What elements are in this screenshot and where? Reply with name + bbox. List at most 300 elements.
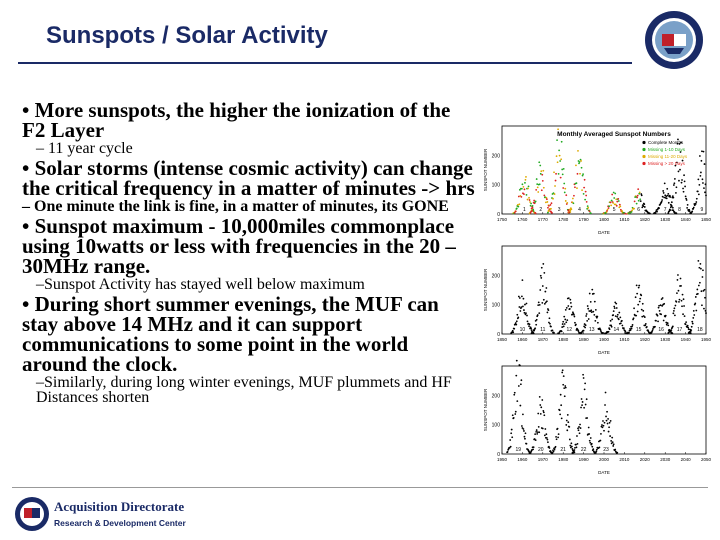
data-point [667, 322, 669, 324]
legend-entry: Missing 11-20 Days [648, 154, 688, 159]
cycle-number-label: 8 [678, 207, 681, 213]
data-point [586, 320, 588, 322]
bullet-item: • Sunspot maximum - 10,000miles commonplace using 10watts or less with frequencies in the 20 – 30MHz range. [22, 214, 456, 278]
acquisition-directorate-logo [14, 494, 194, 534]
data-point [676, 301, 678, 303]
data-point [564, 319, 566, 321]
data-point [523, 298, 525, 300]
data-point [699, 175, 701, 177]
title-divider [18, 62, 632, 64]
data-point [638, 287, 640, 289]
data-point [526, 303, 528, 305]
data-point [673, 310, 675, 312]
data-point [684, 186, 686, 188]
data-point [698, 184, 700, 186]
data-point [583, 407, 585, 409]
data-point [610, 205, 612, 207]
data-point [554, 185, 556, 187]
data-point [520, 383, 522, 385]
data-point [559, 409, 561, 411]
data-point [705, 312, 707, 314]
data-point [521, 425, 523, 427]
data-point [539, 183, 541, 185]
data-point [636, 285, 638, 287]
cycle-number-label: 21 [560, 447, 566, 453]
x-tick-label: 2020 [639, 457, 650, 462]
data-point [703, 308, 705, 310]
data-point [573, 195, 575, 197]
sub-bullet-item: –Similarly, during long winter evenings, MUF plummets and HF Distances shorten [36, 374, 452, 406]
data-point [693, 310, 695, 312]
data-point [517, 204, 519, 206]
data-point [569, 439, 571, 441]
data-point [704, 191, 706, 193]
logo-title: Acquisition Directorate [54, 499, 185, 514]
data-point [608, 331, 610, 333]
data-point [692, 323, 694, 325]
data-point [661, 199, 663, 201]
data-point [678, 290, 680, 292]
x-tick-label: 1780 [558, 217, 569, 222]
y-tick-label: 0 [497, 332, 500, 338]
x-tick-label: 2000 [598, 457, 610, 462]
data-point [540, 275, 542, 277]
data-point [673, 184, 675, 186]
seal-logo-icon [644, 10, 704, 70]
data-point [558, 149, 560, 151]
cycle-number-label: 22 [580, 447, 587, 453]
data-point [560, 158, 562, 160]
data-point [507, 451, 509, 453]
data-point [682, 188, 684, 190]
data-point [695, 296, 697, 298]
data-point [520, 379, 522, 381]
data-point [586, 417, 588, 419]
legend-swatch [642, 148, 645, 151]
data-point [637, 304, 639, 306]
data-point [560, 394, 562, 396]
y-tick-label: 200 [491, 393, 500, 400]
data-point [562, 187, 564, 189]
data-point [524, 312, 526, 314]
data-point [576, 182, 578, 184]
data-point [666, 324, 668, 326]
data-point [518, 203, 520, 205]
data-point [645, 323, 647, 325]
data-point [524, 436, 526, 438]
data-point [532, 448, 534, 450]
data-point [563, 316, 565, 318]
data-point [523, 193, 525, 195]
data-point [524, 438, 526, 440]
data-point [621, 325, 623, 327]
data-point [602, 332, 604, 334]
data-point [538, 301, 540, 303]
data-point [607, 423, 609, 425]
data-point [654, 326, 656, 328]
x-axis-label: DATE [598, 230, 610, 235]
data-point [516, 208, 518, 210]
data-point [546, 300, 548, 302]
data-point [661, 201, 663, 203]
data-point [601, 424, 603, 426]
data-point [667, 195, 669, 197]
data-point [586, 201, 588, 203]
data-point [539, 396, 541, 398]
data-point [680, 285, 682, 287]
data-point [526, 443, 528, 445]
data-point [564, 395, 566, 397]
data-point [555, 173, 557, 175]
y-tick-label: 200 [491, 153, 500, 160]
data-point [525, 312, 527, 314]
data-point [545, 201, 547, 203]
data-point [568, 212, 570, 214]
data-point [553, 332, 555, 334]
legend-swatch [642, 155, 645, 158]
data-point [526, 315, 528, 317]
data-point [609, 328, 611, 330]
data-point [594, 301, 596, 303]
cycle-number-label: 18 [697, 327, 703, 333]
data-point [560, 177, 562, 179]
x-tick-label: 1990 [578, 457, 589, 462]
data-point [695, 201, 697, 203]
data-point [552, 198, 554, 200]
data-point [701, 160, 703, 162]
data-point [544, 435, 546, 437]
data-point [569, 308, 571, 310]
data-point [672, 209, 674, 211]
data-point [541, 399, 543, 401]
data-point [631, 210, 633, 212]
data-point [575, 444, 577, 446]
data-point [521, 295, 523, 297]
data-point [541, 302, 543, 304]
data-point [701, 290, 703, 292]
data-point [519, 365, 521, 367]
data-point [546, 439, 548, 441]
data-point [676, 292, 678, 294]
data-point [685, 195, 687, 197]
legend-swatch [642, 162, 645, 165]
data-point [701, 304, 703, 306]
data-point [596, 316, 598, 318]
data-point [568, 297, 570, 299]
data-point [540, 173, 542, 175]
data-point [515, 210, 517, 212]
data-point [680, 278, 682, 280]
data-point [581, 404, 583, 406]
data-point [558, 433, 560, 435]
data-point [673, 307, 675, 309]
x-tick-label: 2040 [680, 457, 691, 462]
data-point [634, 200, 636, 202]
data-point [616, 452, 618, 454]
data-point [677, 279, 679, 281]
data-point [585, 315, 587, 317]
data-point [639, 198, 641, 200]
data-point [609, 435, 611, 437]
data-point [705, 194, 707, 196]
data-point [613, 197, 615, 199]
data-point [511, 436, 513, 438]
data-point [566, 420, 568, 422]
data-point [535, 324, 537, 326]
x-tick-label: 1980 [558, 457, 569, 462]
data-point [700, 268, 702, 270]
data-point [567, 414, 569, 416]
data-point [515, 375, 517, 377]
data-point [561, 372, 563, 374]
data-point [620, 322, 622, 324]
data-point [640, 200, 642, 202]
data-point [551, 212, 553, 214]
data-point [541, 267, 543, 269]
sunspot-chart [480, 118, 712, 236]
x-tick-label: 1870 [537, 337, 548, 342]
data-point [690, 329, 692, 331]
data-point [589, 210, 591, 212]
data-point [524, 188, 526, 190]
data-point [559, 155, 561, 157]
data-point [562, 173, 564, 175]
sub-bullet-item: –Sunspot Activity has stayed well below maximum [36, 276, 365, 293]
data-point [683, 174, 685, 176]
data-point [656, 211, 658, 213]
data-point [593, 314, 595, 316]
data-point [630, 329, 632, 331]
data-point [677, 274, 679, 276]
data-point [608, 426, 610, 428]
cycle-number-label: 7 [663, 207, 667, 213]
data-point [642, 205, 644, 207]
data-point [655, 212, 657, 214]
cycle-number-label: 14 [613, 327, 620, 333]
data-point [641, 194, 643, 196]
data-point [670, 205, 672, 207]
y-axis-label: SUNSPOT NUMBER [483, 388, 488, 432]
x-tick-label: 2010 [619, 457, 630, 462]
data-point [643, 203, 645, 205]
data-point [606, 411, 608, 413]
data-point [530, 328, 532, 330]
data-point [577, 150, 579, 152]
data-point [642, 310, 644, 312]
x-tick-label: 1890 [578, 337, 589, 342]
x-tick-label: 1970 [537, 457, 548, 462]
x-tick-label: 1950 [700, 337, 712, 342]
data-point [584, 327, 586, 329]
data-point [584, 389, 586, 391]
data-point [546, 201, 548, 203]
data-point [663, 192, 665, 194]
data-point [621, 320, 623, 322]
data-point [574, 447, 576, 449]
data-point [533, 200, 535, 202]
data-point [579, 173, 581, 175]
data-point [535, 189, 537, 191]
data-point [684, 181, 686, 183]
data-point [617, 314, 619, 316]
data-point [595, 309, 597, 311]
data-point [565, 194, 567, 196]
data-point [563, 326, 565, 328]
data-point [587, 205, 589, 207]
data-point [583, 330, 585, 332]
data-point [633, 307, 635, 309]
data-point [549, 447, 551, 449]
data-point [614, 193, 616, 195]
data-point [561, 330, 563, 332]
data-point [705, 310, 707, 312]
data-point [612, 202, 614, 204]
data-point [562, 384, 564, 386]
data-point [682, 313, 684, 315]
data-point [699, 263, 701, 265]
data-point [702, 276, 704, 278]
data-point [611, 194, 613, 196]
sub-bullet-item: – One minute the link is fine, in a matter of minutes, its GONE [22, 198, 449, 215]
data-point [684, 315, 686, 317]
data-point [519, 405, 521, 407]
data-point [582, 173, 584, 175]
data-point [540, 170, 542, 172]
data-point [513, 328, 515, 330]
data-point [537, 304, 539, 306]
data-point [693, 314, 695, 316]
x-tick-label: 1810 [619, 217, 630, 222]
data-point [613, 443, 615, 445]
data-point [638, 285, 640, 287]
data-point [691, 321, 693, 323]
x-tick-label: 1960 [517, 457, 528, 462]
data-point [576, 187, 578, 189]
data-point [602, 420, 604, 422]
data-point [666, 188, 668, 190]
data-point [639, 298, 641, 300]
data-point [585, 324, 587, 326]
data-point [703, 151, 705, 153]
data-point [520, 196, 522, 198]
data-point [550, 204, 552, 206]
data-point [513, 394, 515, 396]
data-point [537, 191, 539, 193]
legend-entry: Missing 1-10 Days [648, 147, 686, 152]
data-point [639, 301, 641, 303]
data-point [557, 161, 559, 163]
data-point [692, 317, 694, 319]
y-tick-label: 200 [491, 273, 500, 280]
data-point [561, 169, 563, 171]
data-point [687, 325, 689, 327]
data-point [636, 203, 638, 205]
y-axis-label: SUNSPOT NUMBER [483, 268, 488, 312]
data-point [631, 328, 633, 330]
data-point [575, 324, 577, 326]
data-point [563, 375, 565, 377]
data-point [655, 320, 657, 322]
data-point [697, 293, 699, 295]
data-point [516, 360, 518, 362]
cycle-number-label: 19 [515, 447, 522, 453]
data-point [554, 449, 556, 451]
data-point [532, 207, 534, 209]
data-point [618, 318, 620, 320]
data-point [522, 306, 524, 308]
data-point [583, 193, 585, 195]
cycle-number-label: 1 [523, 207, 526, 213]
data-point [514, 392, 516, 394]
data-point [615, 198, 617, 200]
data-point [535, 201, 537, 203]
data-point [588, 433, 590, 435]
data-point [564, 385, 566, 387]
data-point [578, 429, 580, 431]
data-point [543, 299, 545, 301]
x-tick-label: 1830 [660, 217, 671, 222]
data-point [523, 428, 525, 430]
data-point [517, 206, 519, 208]
data-point [633, 208, 635, 210]
data-point [610, 320, 612, 322]
data-point [547, 441, 549, 443]
data-point [584, 199, 586, 201]
data-point [603, 425, 605, 427]
y-axis-label: SUNSPOT NUMBER [483, 148, 488, 192]
data-point [561, 326, 563, 328]
data-point [610, 420, 612, 422]
data-point [553, 171, 555, 173]
data-point [604, 422, 606, 424]
data-point [563, 387, 565, 389]
data-point [611, 326, 613, 328]
data-point [512, 414, 514, 416]
data-point [540, 413, 542, 415]
data-point [582, 374, 584, 376]
data-point [536, 319, 538, 321]
data-point [588, 427, 590, 429]
data-point [704, 297, 706, 299]
data-point [614, 449, 616, 451]
data-point [678, 180, 680, 182]
data-point [641, 316, 643, 318]
data-point [606, 420, 608, 422]
data-point [573, 314, 575, 316]
data-point [545, 433, 547, 435]
footer-divider [12, 487, 708, 488]
cycle-number-label: 4 [578, 207, 581, 213]
data-point [652, 328, 654, 330]
data-point [657, 320, 659, 322]
data-point [537, 314, 539, 316]
data-point [589, 442, 591, 444]
data-point [557, 428, 559, 430]
data-point [531, 329, 533, 331]
data-point [604, 404, 606, 406]
data-point [537, 413, 539, 415]
x-tick-label: 1760 [517, 217, 528, 222]
bullet-list [22, 100, 477, 407]
data-point [698, 285, 700, 287]
data-point [519, 297, 521, 299]
data-point [589, 293, 591, 295]
chart-title: Monthly Averaged Sunspot Numbers [557, 131, 671, 138]
data-point [576, 435, 578, 437]
data-point [569, 445, 571, 447]
data-point [589, 440, 591, 442]
data-point [580, 427, 582, 429]
